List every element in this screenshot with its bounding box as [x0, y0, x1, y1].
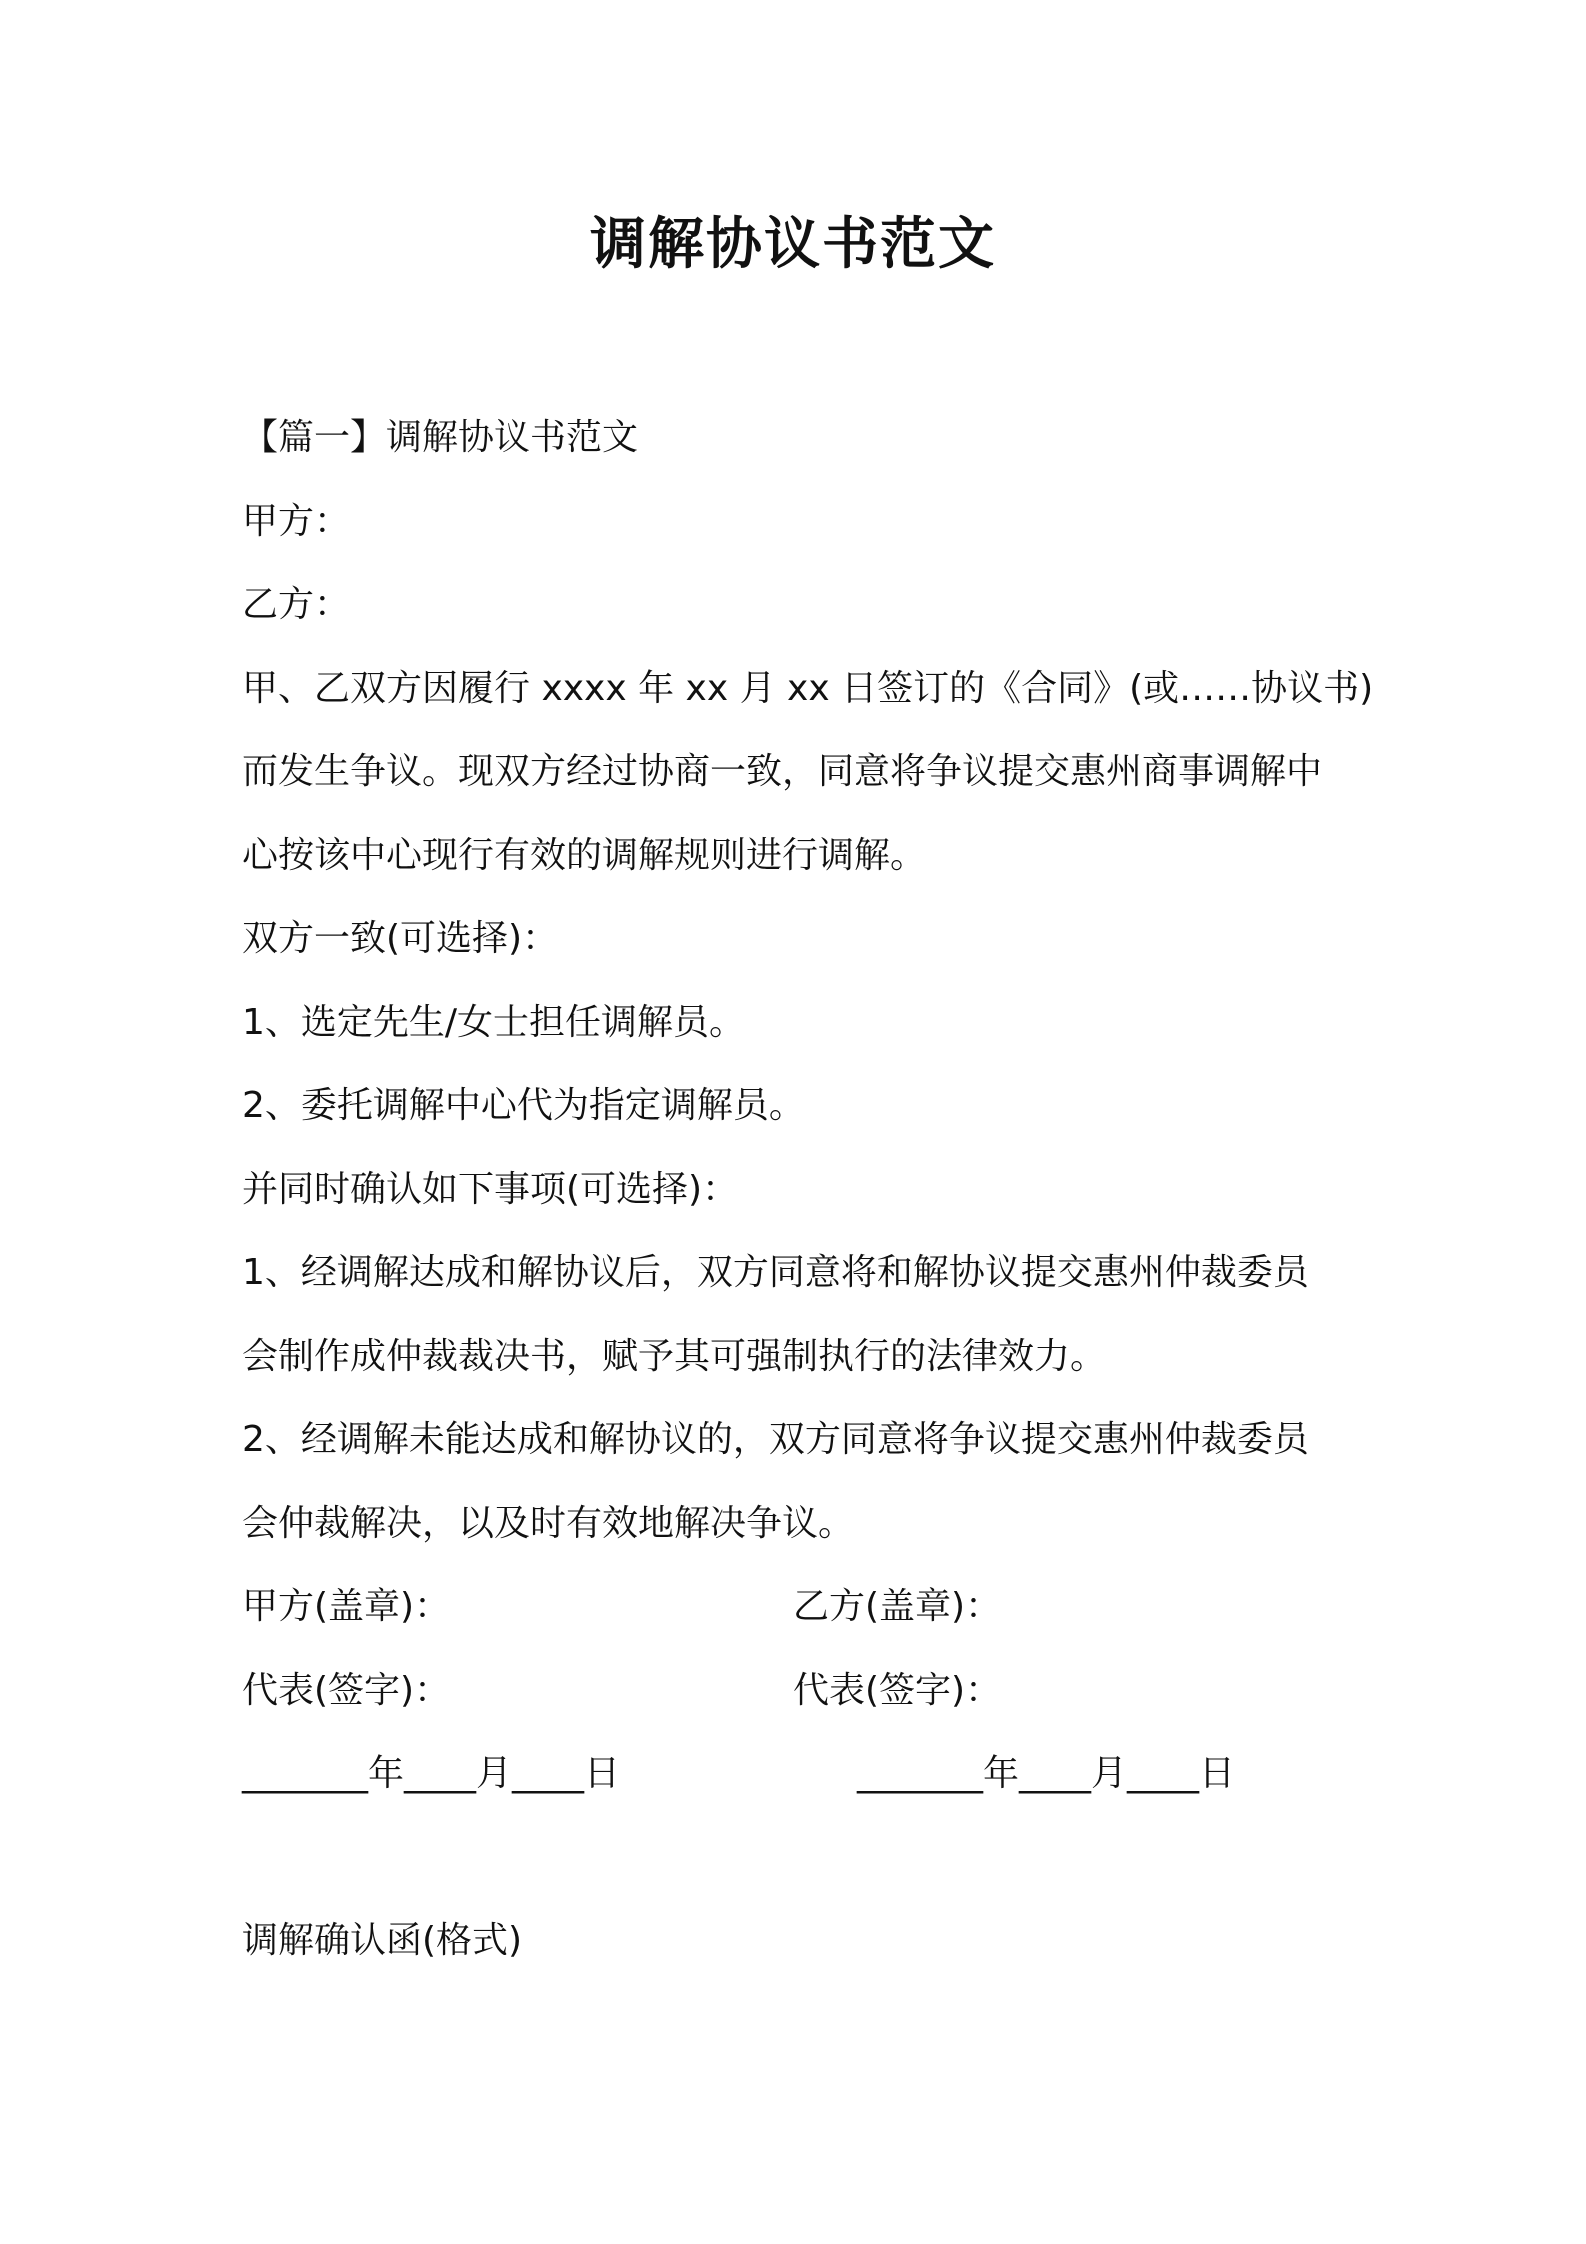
rep-a-label: 代表(签字)：: [242, 1670, 451, 1711]
agreement-heading: 双方一致(可选择)：: [242, 918, 559, 959]
confirm-item-2-line-2: 会仲裁解决，以及时有效地解决争议。: [242, 1503, 855, 1544]
party-a-label: 甲方：: [242, 501, 351, 542]
section-heading: 【篇一】调解协议书范文: [242, 417, 639, 458]
agreement-item-1: 1、选定先生/女士担任调解员。: [242, 1002, 746, 1043]
paragraph-line-3: 心按该中心现行有效的调解规则进行调解。: [242, 835, 927, 876]
confirm-heading: 并同时确认如下事项(可选择)：: [242, 1169, 739, 1210]
confirm-item-1-line-2: 会制作成仲裁裁决书，赋予其可强制执行的法律效力。: [242, 1336, 1107, 1377]
paragraph-line-2: 而发生争议。现双方经过协商一致，同意将争议提交惠州商事调解中: [242, 751, 1323, 792]
footer-heading: 调解确认函(格式): [242, 1920, 523, 1961]
date-a-line: _______年____月____日: [242, 1753, 620, 1794]
confirm-item-2-line-1: 2、经调解未能达成和解协议的，双方同意将争议提交惠州仲裁委员: [242, 1419, 1309, 1460]
party-b-seal-label: 乙方(盖章)：: [793, 1586, 1002, 1627]
rep-b-label: 代表(签字)：: [793, 1670, 1002, 1711]
party-b-label: 乙方：: [242, 584, 351, 625]
party-a-seal-label: 甲方(盖章)：: [242, 1586, 451, 1627]
date-b-line: _______年____月____日: [857, 1753, 1235, 1794]
paragraph-line-1: 甲、乙双方因履行 xxxx 年 xx 月 xx 日签订的《合同》(或……协议书): [242, 668, 1374, 709]
document-title: 调解协议书范文: [590, 212, 996, 277]
agreement-item-2: 2、委托调解中心代为指定调解员。: [242, 1085, 805, 1126]
confirm-item-1-line-1: 1、经调解达成和解协议后，双方同意将和解协议提交惠州仲裁委员: [242, 1252, 1309, 1293]
